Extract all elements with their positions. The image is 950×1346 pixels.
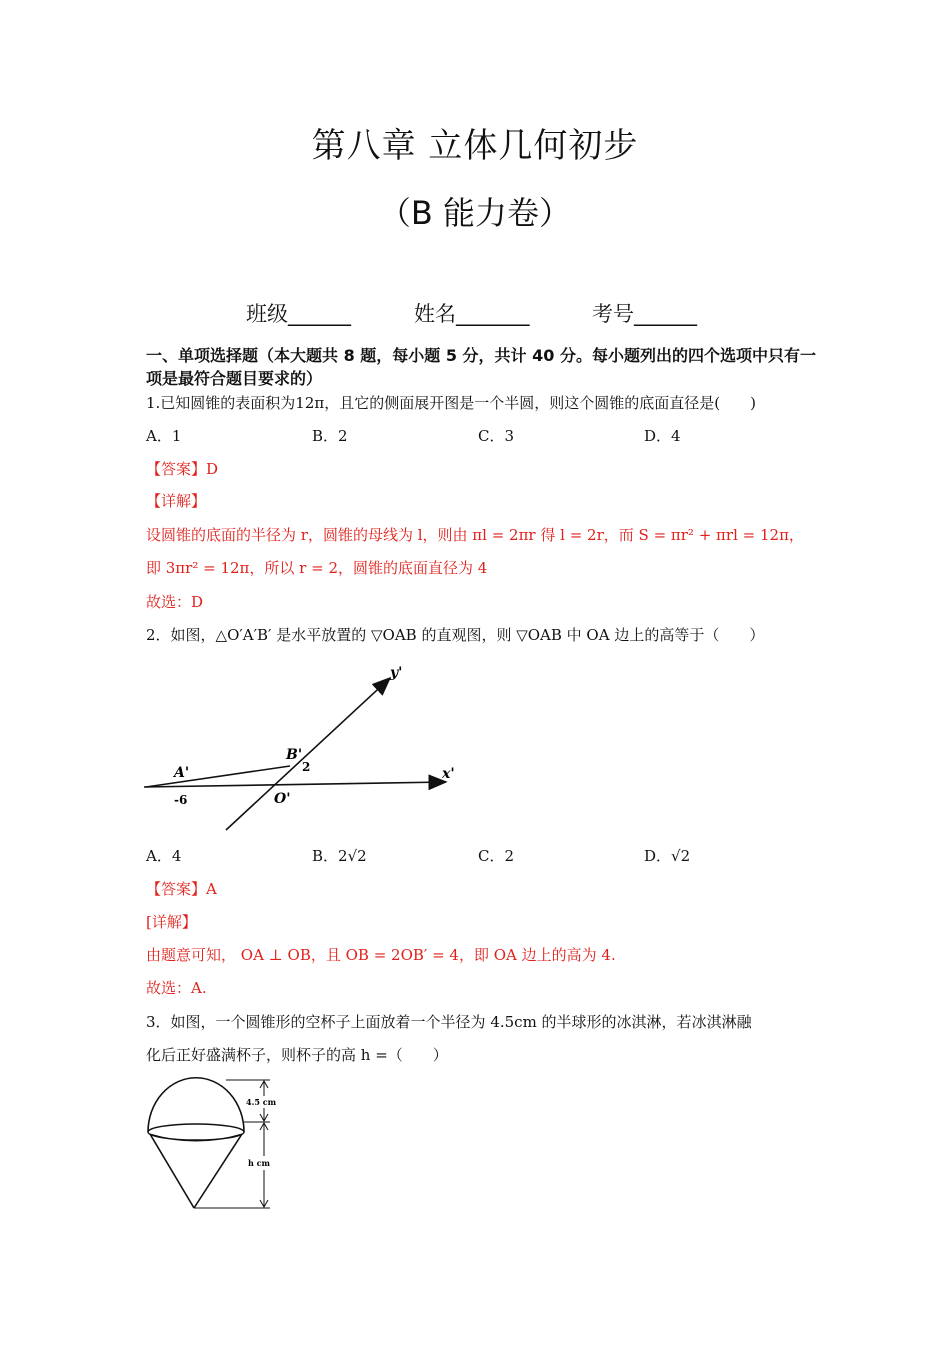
q3-stem-line2: 化后正好盛满杯子，则杯子的高 h =（ ） (146, 1046, 448, 1064)
point-a-label: A' (174, 765, 190, 781)
cone-right-edge (194, 1134, 242, 1208)
y-axis-label: y' (390, 665, 403, 681)
q1-option-d: D．4 (644, 427, 681, 445)
q2-detail-line1: 由题意可知， OA ⊥ OB，且 OB = 2OB′ = 4，即 OA 边上的高为 4. (146, 946, 616, 964)
q3-figure-ice-cream-cone (140, 1070, 280, 1220)
q2-answer: 【答案】A (146, 880, 217, 898)
point-o-label: O' (274, 791, 291, 807)
q1-detail-label: 【详解】 (146, 492, 207, 510)
q1-option-a: A．1 (146, 427, 182, 445)
tick-label-b: 2 (302, 760, 311, 774)
q1-stem: 1.已知圆锥的表面积为12π，且它的侧面展开图是一个半圆，则这个圆锥的底面直径是( ) (146, 394, 756, 412)
q3-stem-line1: 3．如图，一个圆锥形的空杯子上面放着一个半径为 4.5cm 的半球形的冰淇淋，若冰淇淋融 (146, 1013, 752, 1031)
q1-detail-line1: 设圆锥的底面的半径为 r，圆锥的母线为 l，则由 πl = 2πr 得 l = 2r，而 S = πr² + πrl = 12π， (146, 526, 804, 544)
q2-option-b: B．2√2 (312, 847, 367, 865)
number-field-label: 考号______ (592, 302, 697, 326)
q2-option-a: A．4 (146, 847, 182, 865)
q2-stem: 2．如图，△O′A′B′ 是水平放置的 ▽OAB 的直观图，则 ▽OAB 中 OA 边上的高等于（ ） (146, 626, 765, 644)
segment-a-b (146, 766, 290, 787)
q1-answer: 【答案】D (146, 460, 219, 478)
document-subtitle: （B 能力卷） (378, 194, 572, 232)
y-axis-line (226, 678, 390, 830)
x-axis-label: x' (442, 766, 455, 782)
q2-detail-label: [详解】 (146, 913, 197, 931)
class-field-label: 班级______ (246, 302, 351, 326)
tick-label-a: -6 (174, 793, 188, 807)
q1-option-c: C．3 (478, 427, 515, 445)
point-b-label: B' (286, 747, 303, 763)
q1-option-b: B．2 (312, 427, 348, 445)
radius-label: 4.5 cm (246, 1097, 277, 1107)
q1-conclusion: 故选：D (146, 593, 204, 611)
height-label: h cm (248, 1158, 270, 1168)
q2-option-c: C．2 (478, 847, 515, 865)
document-title: 第八章 立体几何初步 (311, 126, 639, 166)
x-axis-line (144, 782, 446, 787)
section-heading: 一、单项选择题（本大题共 8 题，每小题 5 分，共计 40 分。每小题列出的四个选项中只有一项是最符合题目要求的） (146, 346, 816, 388)
cone-left-edge (150, 1134, 194, 1208)
q2-conclusion: 故选：A. (146, 979, 207, 997)
name-field-label: 姓名_______ (414, 302, 530, 326)
q2-option-d: D．√2 (644, 847, 691, 865)
q2-figure-oblique-axes (140, 655, 480, 840)
q1-detail-line2: 即 3πr² = 12π，所以 r = 2，圆锥的底面直径为 4 (146, 559, 488, 577)
